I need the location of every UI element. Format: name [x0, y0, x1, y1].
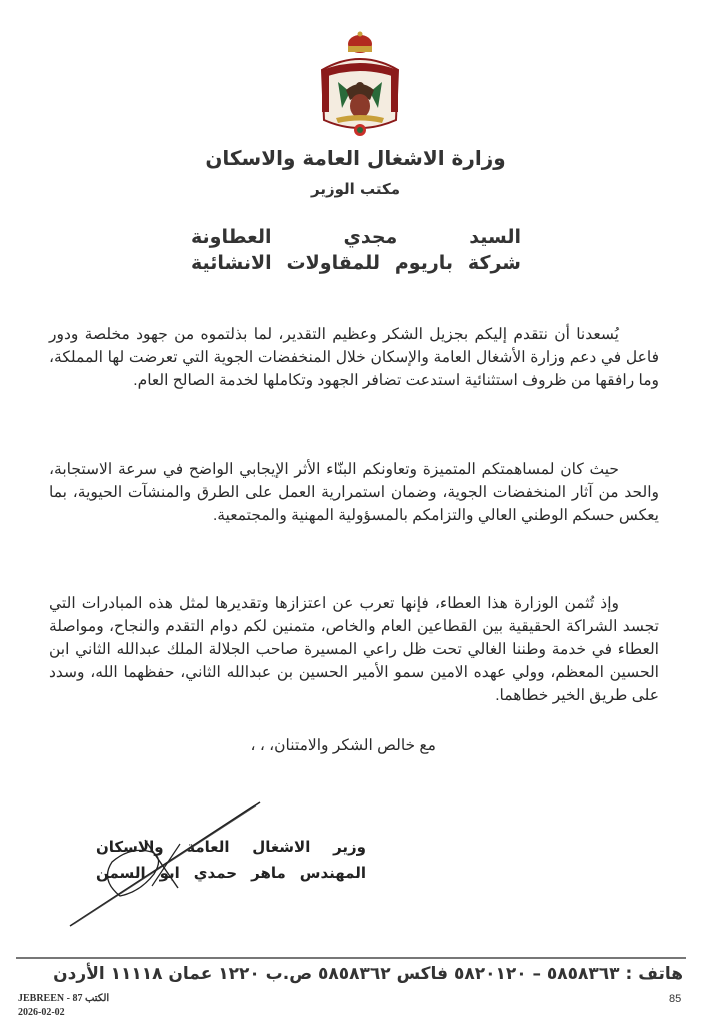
signatory-title: وزير الاشغال العامة والاسكان [96, 838, 366, 856]
office-name: مكتب الوزير [310, 180, 400, 198]
addressee-company: شركة باريوم للمقاولات الانشائية [191, 252, 521, 274]
paragraph-text: حيث كان لمساهمتكم المتميزة وتعاونكم البنّاء الأثر الإيجابي الواضح في سرعة الاستجابة، والحد من آثار المنخفضات الجوية، وضمان استمرارية العمل على الطرق والمنشآت الحيوية، بما يعكس حسكم الوطني العالي والتزامكم بالمسؤولية المهنية والمجتمعية. [49, 461, 659, 524]
paragraph-text: يُسعدنا أن نتقدم إليكم بجزيل الشكر وعظيم التقدير، لما بذلتموه من جهود مخلصة ودور فاعل في دعم وزارة الأشغال العامة والإسكان خلال المنخفضات الجوية التي تعرضت لها المملكة، وما رافقها من ظروف استثنائية استدعت تضافر الجهود وتكاملها لخدمة الصالح العام. [49, 326, 659, 389]
body-paragraph-3 [49, 592, 659, 707]
coat-of-arms-emblem [316, 30, 404, 140]
addressee-name: السيد مجدي العطاونة [191, 226, 521, 248]
footer-contact-info: هاتف : ٥٨٥٨٣٦٣ – ٥٨٢٠١٢٠ فاكس ٥٨٥٨٣٦٢ ص.ب ١٢٢٠ عمان ١١١١٨ الأردن [53, 964, 683, 984]
archive-date: 2026-02-02 [18, 1007, 65, 1018]
paragraph-text: وإذ تُثمن الوزارة هذا العطاء، فإنها تعرب عن اعتزازها وتقديرها لمثل هذه المبادرات التي تجسد الشراكة الحقيقية بين القطاعين العام والخاص، متمنين لكم دوام التقدم والنجاح، ومواصلة العطاء في خدمة وطننا الغالي تحت ظل راعي المسيرة صاحب الجلالة الملك عبدالله الثاني ابن الحسين المعظم، وولي عهده الامين سمو الأمير الحسين بن عبدالله الثاني، حفظهما الله، وسدد على طريق الخير خطاهما. [49, 595, 659, 704]
body-paragraph-1 [49, 323, 659, 392]
ministry-name: وزارة الاشغال العامة والاسكان [205, 146, 506, 170]
closing-line: مع خالص الشكر والامتنان، ، ، [250, 737, 436, 754]
footer-divider [16, 957, 686, 959]
page-number: 85 [669, 993, 682, 1005]
signatory-name: المهندس ماهر حمدي ابو السمن [96, 864, 366, 882]
body-paragraph-2 [49, 458, 659, 527]
handwritten-signature-icon [60, 800, 270, 930]
archive-reference: JEBREEN - 87 الكتب [18, 993, 110, 1004]
